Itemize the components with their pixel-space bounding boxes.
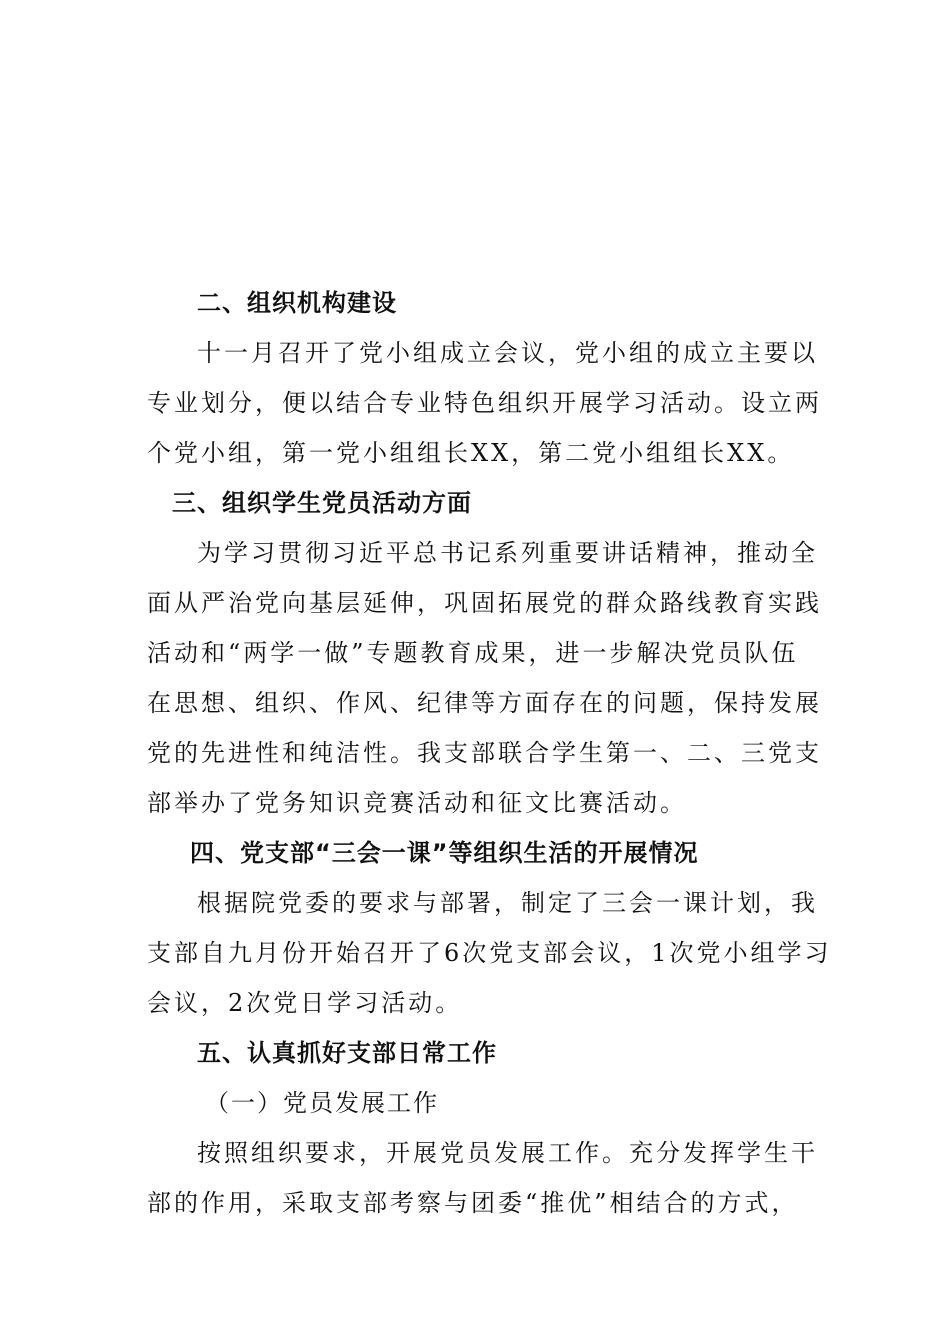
- paragraph-line: 会议，2次党日学习活动。: [147, 989, 463, 1017]
- section-heading-three-meetings: 四、党支部“三会一课”等组织生活的开展情况: [190, 839, 699, 867]
- paragraph-line: 为学习贯彻习近平总书记系列重要讲话精神，推动全: [197, 539, 818, 567]
- paragraph-line: 部的作用，采取支部考察与团委“推优”相结合的方式，: [147, 1189, 799, 1217]
- document-body: [147, 278, 832, 1228]
- paragraph-line: 在思想、组织、作风、纪律等方面存在的问题，保持发展: [147, 689, 822, 717]
- section-heading-daily-work: 五、认真抓好支部日常工作: [197, 1039, 497, 1067]
- paragraph-line: 专业划分，便以结合专业特色组织开展学习活动。设立两: [147, 389, 822, 417]
- paragraph-line: 支部自九月份开始召开了6次党支部会议，1次党小组学习: [147, 939, 832, 967]
- paragraph-line: 按照组织要求，开展党员发展工作。充分发挥学生干: [197, 1139, 818, 1167]
- section-heading-organization: 二、组织机构建设: [197, 289, 397, 317]
- paragraph-line: 部举办了党务知识竞赛活动和征文比赛活动。: [147, 789, 687, 817]
- subsection-heading-member-development: （一）党员发展工作: [205, 1089, 439, 1117]
- paragraph-line: 党的先进性和纯洁性。我支部联合学生第一、二、三党支: [147, 739, 822, 767]
- section-heading-student-activities: 三、组织学生党员活动方面: [172, 489, 472, 517]
- paragraph-line: 活动和“两学一做”专题教育成果，进一步解决党员队伍: [147, 639, 799, 667]
- paragraph-line: 根据院党委的要求与部署，制定了三会一课计划，我: [197, 889, 818, 917]
- paragraph-line: 面从严治党向基层延伸，巩固拓展党的群众路线教育实践: [147, 589, 822, 617]
- paragraph-line: 个党小组，第一党小组组长XX，第二党小组组长XX。: [147, 439, 795, 467]
- paragraph-line: 十一月召开了党小组成立会议，党小组的成立主要以: [197, 339, 818, 367]
